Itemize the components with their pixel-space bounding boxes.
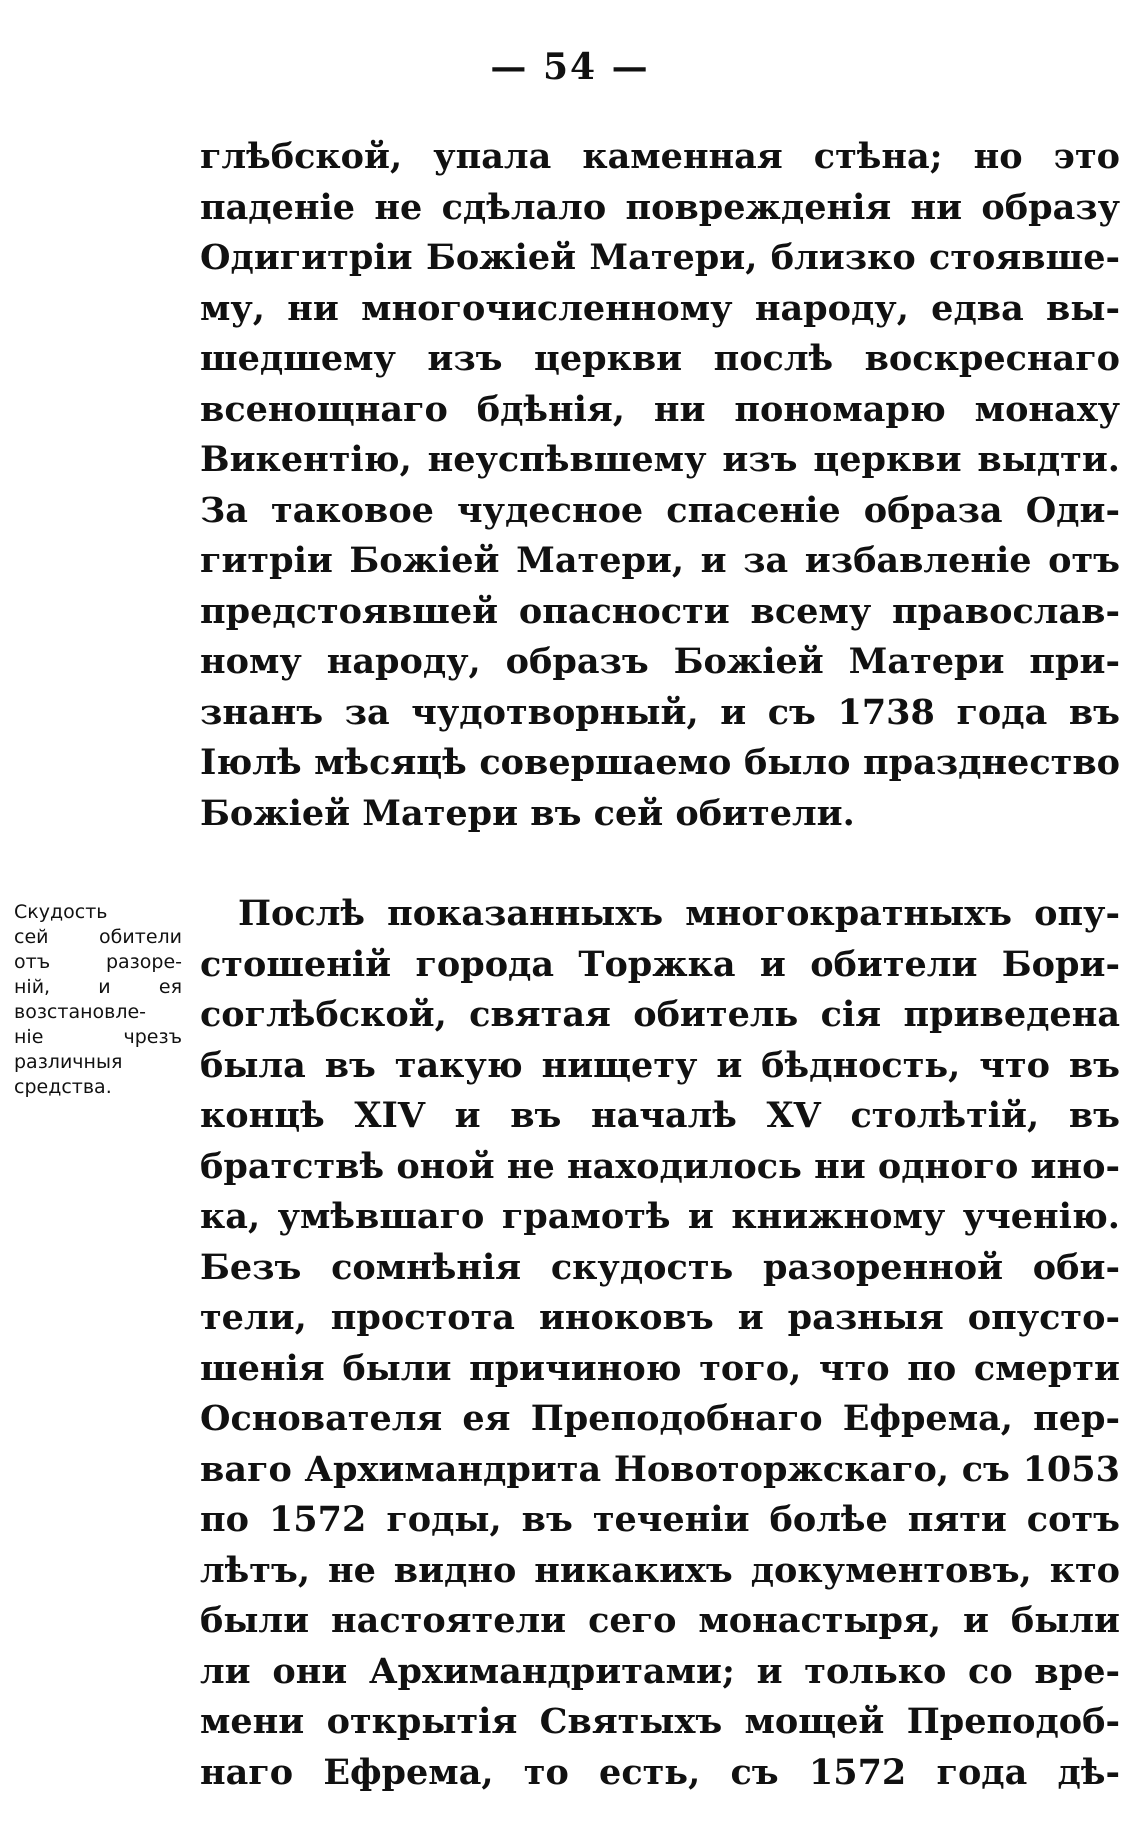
text-line: Безъ сомнѣнія скудость разоренной оби-	[200, 1246, 1120, 1288]
text-line: тели, простота иноковъ и разныя опусто-	[200, 1297, 1120, 1338]
text-line: ка, умѣвшаго грамотѣ и книжному ученію.	[200, 1196, 1120, 1237]
text-line: За таковое чудесное спасеніе образа Оди-	[200, 489, 1120, 531]
text-line: шенія были причиною того, что по смерти	[200, 1347, 1120, 1389]
text-line: Божіей Матери въ сей обители.	[200, 792, 855, 834]
text-line: стошеній города Торжка и обители Бори-	[200, 943, 1120, 985]
marginal-note-line: ніе чрезъ	[14, 1026, 182, 1048]
marginal-note-line: ній, и ея	[14, 976, 182, 998]
marginal-note	[14, 900, 182, 1100]
text-line: Іюлѣ мѣсяцѣ совершаемо было празднество	[200, 742, 1120, 783]
marginal-note-line: средства.	[14, 1076, 112, 1098]
text-line: соглѣбской, святая обитель сія приведена	[200, 994, 1120, 1035]
text-line: наго Ефрема, то есть, съ 1572 года дѣ-	[200, 1751, 1120, 1793]
text-line: были настоятели сего монастыря, и были	[200, 1600, 1120, 1641]
text-line: шедшему изъ церкви послѣ воскреснаго	[200, 338, 1120, 379]
text-line: всенощнаго бдѣнія, ни пономарю монаху	[200, 388, 1120, 430]
page-number: — 54 —	[490, 46, 650, 88]
text-line: Послѣ показанныхъ многократныхъ опу-	[238, 893, 1120, 934]
text-line: знанъ за чудотворный, и съ 1738 года въ	[200, 691, 1120, 733]
text-line: ли они Архимандритами; и только со вре-	[200, 1650, 1120, 1692]
text-line: ному народу, образъ Божіей Матери при-	[200, 641, 1120, 682]
marginal-note-line: возстановле-	[14, 1001, 147, 1023]
text-line: концѣ XIV и въ началѣ XV столѣтій, въ	[200, 1095, 1120, 1136]
text-line: ваго Архимандрита Новоторжскаго, съ 1053	[200, 1448, 1120, 1490]
text-line: Основателя ея Преподобнаго Ефрема, пер-	[200, 1398, 1120, 1439]
text-line: братствѣ оной не находилось ни одного ино-	[200, 1145, 1120, 1187]
text-line: Одигитріи Божіей Матери, близко стоявше-	[200, 237, 1120, 278]
text-line: паденіе не сдѣлало поврежденія ни образу	[200, 186, 1120, 228]
marginal-note-line: сей обители	[14, 926, 182, 948]
text-line: была въ такую нищету и бѣдность, что въ	[200, 1044, 1120, 1086]
text-line: му, ни многочисленному народу, едва вы-	[200, 287, 1120, 329]
paragraph-continued	[200, 132, 1120, 839]
marginal-note-line: Скудость	[14, 901, 108, 923]
text-line: по 1572 годы, въ теченіи болѣе пяти сотъ	[200, 1499, 1120, 1540]
text-line: глѣбской, упала каменная стѣна; но это	[200, 136, 1120, 177]
text-line: Викентію, неуспѣвшему изъ церкви выдти.	[200, 439, 1120, 480]
text-line: предстоявшей опасности всему православ-	[200, 590, 1120, 632]
text-line: мени открытія Святыхъ мощей Преподоб-	[200, 1701, 1120, 1742]
marginal-note-line: отъ разоре-	[14, 951, 182, 973]
paragraph	[200, 889, 1120, 1798]
text-line: гитріи Божіей Матери, и за избавленіе отъ	[200, 540, 1120, 581]
text-line: лѣтъ, не видно никакихъ документовъ, кто	[200, 1549, 1120, 1591]
marginal-note-line: различныя	[14, 1051, 123, 1073]
